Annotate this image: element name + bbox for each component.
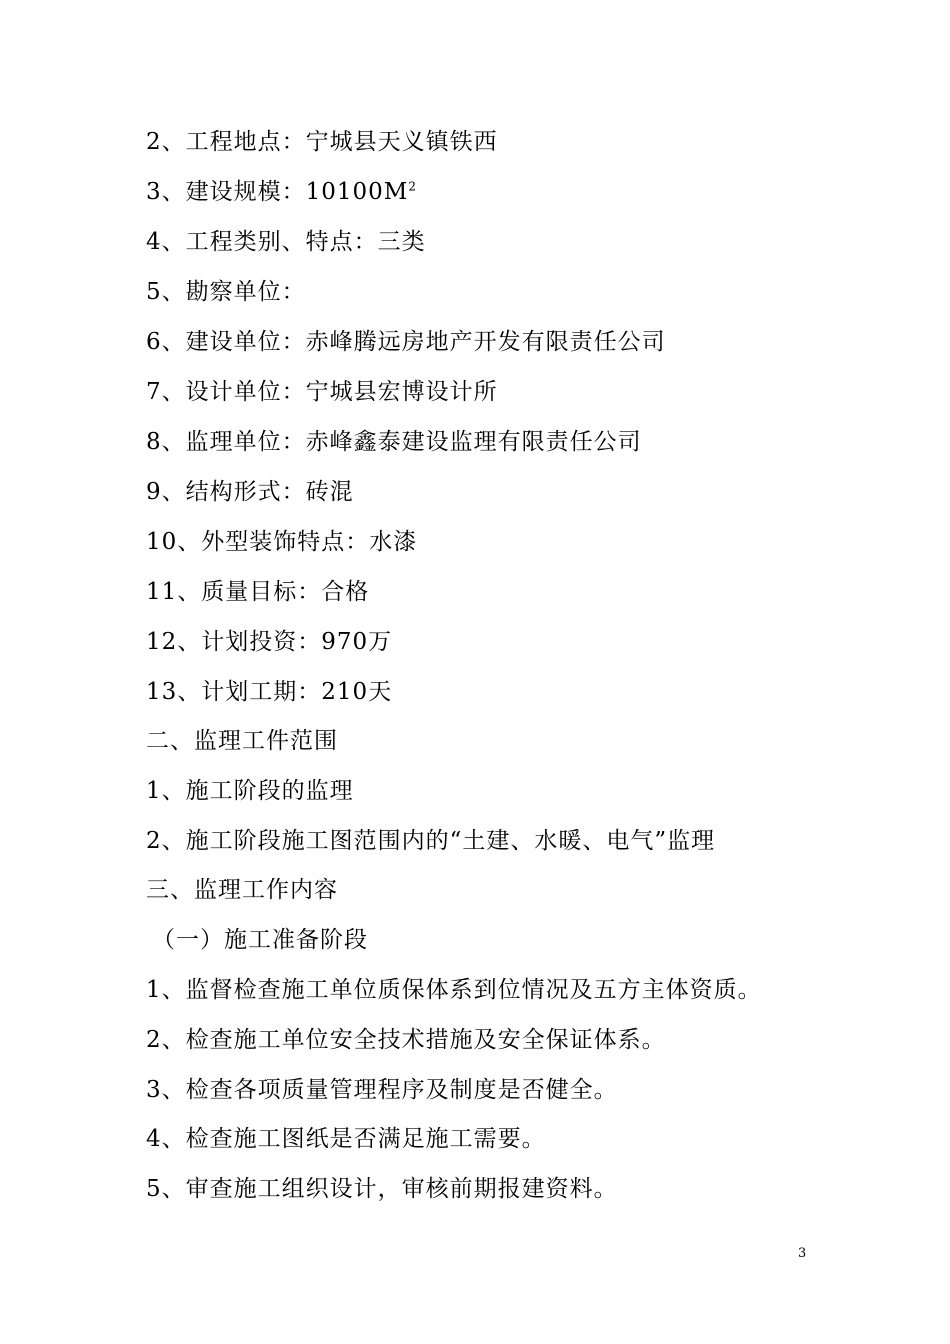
line-design-unit: 7、设计单位：宁城县宏博设计所 (146, 379, 498, 405)
line-project-category: 4、工程类别、特点：三类 (146, 229, 426, 255)
line-scope-item-2: 2、施工阶段施工图范围内的“土建、水暖、电气”监理 (146, 828, 716, 854)
line-preparation-item-3: 3、检查各项质量管理程序及制度是否健全。 (146, 1077, 618, 1103)
line-project-location: 2、工程地点：宁城县天义镇铁西 (146, 129, 498, 155)
line-construction-scale (146, 177, 417, 207)
line-scope-item-1: 1、施工阶段的监理 (146, 778, 354, 804)
line-construction-unit: 6、建设单位：赤峰腾远房地产开发有限责任公司 (146, 329, 666, 355)
line-preparation-item-1: 1、监督检查施工单位质保体系到位情况及五方主体资质。 (146, 977, 762, 1003)
subsection-heading-preparation: （一）施工准备阶段 (152, 927, 368, 953)
construction-scale-text: 3、建设规模：10100M (146, 179, 409, 205)
area-unit-superscript: 2 (408, 179, 417, 194)
line-planned-duration: 13、计划工期：210天 (146, 679, 393, 705)
page-number: 3 (798, 1246, 807, 1261)
line-supervision-unit: 8、监理单位：赤峰鑫泰建设监理有限责任公司 (146, 429, 642, 455)
line-quality-target: 11、质量目标：合格 (146, 579, 370, 605)
line-structure-form: 9、结构形式：砖混 (146, 479, 354, 505)
section-heading-scope: 二、监理工件范围 (146, 728, 338, 754)
line-preparation-item-4: 4、检查施工图纸是否满足施工需要。 (146, 1126, 546, 1152)
line-preparation-item-2: 2、检查施工单位安全技术措施及安全保证体系。 (146, 1027, 666, 1053)
section-heading-content: 三、监理工作内容 (146, 877, 338, 903)
line-survey-unit: 5、勘察单位： (146, 279, 306, 305)
line-exterior-decoration: 10、外型装饰特点：水漆 (146, 529, 418, 555)
line-planned-investment: 12、计划投资：970万 (146, 629, 393, 655)
line-preparation-item-5: 5、审查施工组织设计，审核前期报建资料。 (146, 1176, 618, 1202)
